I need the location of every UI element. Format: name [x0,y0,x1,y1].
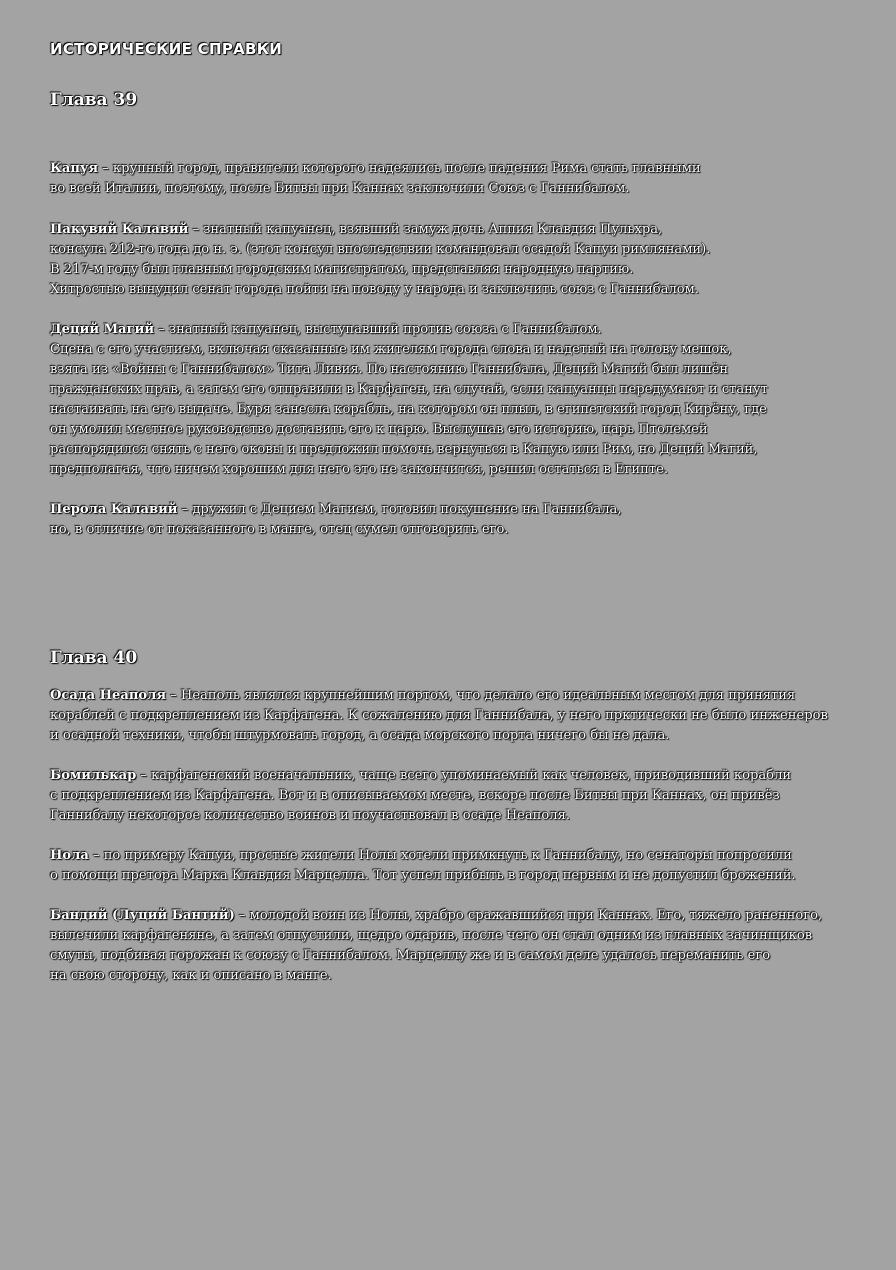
entry-term: Бандий (Луций Бантий) [50,908,235,923]
entry-line: он умолил местное руководство доставить его к царю. Выслушав его историю, царь Птолемей [50,422,708,437]
entry-text: – дружил с Децием Магием, готовил покушение на Ганнибала, [177,502,622,517]
entry-line: с подкреплением из Карфагена. Вот и в описываемом месте, вскоре после Битвы при Каннах, он привёз [50,788,780,803]
entry-text: – знатный капуанец, взявший замуж дочь Аппия Клавдия Пульхра, [188,222,663,237]
entry-text: – молодой воин из Нолы, храбро сражавшийся при Каннах. Его, тяжело раненного, [234,908,823,923]
entry-line: Сцена с его участием, включая сказанные им жителям города слова и надетый на голову мешок, [50,342,732,357]
entry-term: Перола Калавий [50,502,178,517]
entry-line [50,220,840,240]
entry-line: во всей Италии, поэтому, после Битвы при Каннах заключили Союз с Ганнибалом. [50,181,630,196]
entry-term: Капуя [50,161,99,176]
entry-line: о помощи претора Марка Клавдия Марцелла. Тот успел прибыть в город первым и не допустил брожений. [50,868,796,883]
entry-line [50,500,840,520]
entry-text: – карфагенский военачальник, чаще всего упоминаемый как человек, приводивший корабли [136,768,792,783]
entry-term: Бомилькар [50,768,137,783]
entry-text: – по примеру Капуи, простые жители Нолы хотели примкнуть к Ганнибалу, но сенаторы попросили [88,848,792,863]
entry-decius-magius [50,320,840,480]
entry-bandius [50,906,840,986]
entry-line: на свою сторону, как и описано в манге. [50,968,332,983]
entry-line: кораблей с подкреплением из Карфагена. К сожалению для Ганнибала, у него прктически не было инженеров [50,708,828,723]
entry-term: Деций Магий [50,322,155,337]
entry-line [50,846,840,866]
entry-text: – крупный город, правители которого надеялись после падения Рима стать главными [98,161,701,176]
entry-line [50,686,840,706]
entry-line [50,906,840,926]
entry-line: консула 212-го года до н. э. (этот консул впоследствии командовал осадой Капуи римлянами). [50,242,711,257]
entry-line: вылечили карфагеняне, а затем отпустили, щедро одарив, после чего он стал одним из главных зачинщиков [50,928,813,943]
entry-text: – знатный капуанец, выступавший против союза с Ганнибалом. [154,322,602,337]
page-title: ИСТОРИЧЕСКИЕ СПРАВКИ [50,40,283,58]
entry-line: В 217-м году был главным городским магистратом, представляя народную партию. [50,262,634,277]
entry-line: настаивать на его выдаче. Буря занесла корабль, на котором он плыл, в египетский город Кирёну, где [50,402,767,417]
entry-line: гражданских прав, а затем его отправили в Карфаген, на случай, если капуанцы передумают и станут [50,382,768,397]
entry-line: предполагая, что ничем хорошим для него это не закончится, решил остаться в Египте. [50,462,669,477]
entry-perolla-calavius [50,500,840,540]
entry-line: Хитростью вынудил сенат города пойти на поводу у народа и заключить союз с Ганнибалом. [50,282,699,297]
entry-text: – Неаполь являлся крупнейшим портом, что делало его идеальным местом для принятия [166,688,796,703]
entry-line: взята из «Войны с Ганнибалом» Тита Ливия. По настоянию Ганнибала, Деций Магий был лишён [50,362,729,377]
entry-line [50,159,840,179]
entry-pacuvius-calavius [50,220,840,300]
entry-term: Пакувий Калавий [50,222,189,237]
entry-line [50,320,840,340]
entry-siege-of-naples [50,686,840,746]
entry-capua [50,159,840,199]
entry-term: Осада Неаполя [50,688,167,703]
entry-line: смуты, подбивая горожан к союзу с Ганнибалом. Марцеллу же и в самом деле удалось переманить его [50,948,771,963]
entry-bomilcar [50,766,840,826]
entry-line: Ганнибалу некоторое количество воинов и поучаствовал в осаде Неаполя. [50,808,571,823]
entry-term: Нола [50,848,89,863]
entry-nola [50,846,840,886]
entry-line [50,766,840,786]
entry-line: и осадной техники, чтобы штурмовать город, а осада морского порта ничего бы не дала. [50,728,670,743]
chapter-title-40: Глава 40 [50,648,138,668]
entry-line: но, в отличие от показанного в манге, отец сумел отговорить его. [50,522,509,537]
chapter-title-39: Глава 39 [50,90,138,110]
entry-line: распорядился снять с него оковы и предложил помочь вернуться в Капую или Рим, но Деций Магий, [50,442,758,457]
